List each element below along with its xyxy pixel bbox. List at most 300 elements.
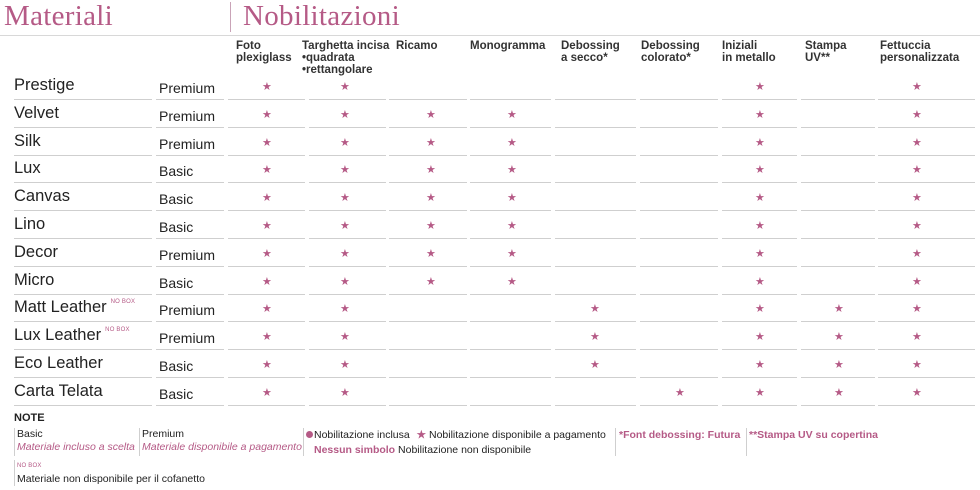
material-name [14,104,59,123]
row-underline [14,210,152,211]
row-underline [801,182,875,183]
star-icon: ★ [262,220,272,232]
row-underline [878,294,975,295]
star-icon: ★ [755,359,765,371]
legend-no-symbol: Nessun simbolo [314,444,396,456]
star-icon: ★ [262,164,272,177]
table-row [0,76,980,103]
legend-paid: Nobilitazione disponibile a pagamento [429,429,606,441]
material-label: Matt Leather [14,298,107,317]
row-underline [722,294,797,295]
row-underline [14,377,152,378]
material-label: Silk [14,131,41,150]
row-underline [309,266,386,267]
material-tier: Premium [159,107,216,124]
row-underline [722,238,797,239]
row-underline [878,210,975,211]
row-underline [156,294,224,295]
row-underline [228,182,305,183]
star-icon: ★ [340,275,350,288]
legend-included: Nobilitazione inclusa [314,429,410,441]
row-underline [878,266,975,267]
star-icon: ★ [912,220,922,232]
row-underline [228,155,305,156]
row-underline [156,99,224,100]
row-underline [470,210,551,211]
row-underline [389,349,467,350]
star-icon: ★ [912,247,922,260]
column-header-line: personalizzata [880,52,960,64]
note-divider [303,428,304,456]
row-underline [309,155,386,156]
row-underline [640,294,718,295]
column-header [561,40,620,64]
row-underline [801,349,875,350]
star-icon: ★ [755,275,765,288]
star-icon: ★ [262,359,272,371]
row-underline [555,266,636,267]
row-underline [156,321,224,322]
material-name [14,382,103,401]
row-underline [156,238,224,239]
column-header-line: Foto [236,40,261,52]
table-row [0,382,980,409]
material-label: Lino [14,215,46,233]
star-icon: ★ [262,303,272,316]
column-header [396,40,438,52]
star-icon: ★ [507,192,517,205]
row-underline [722,266,797,267]
material-name [14,76,75,95]
row-underline [389,210,467,211]
row-underline [156,377,224,378]
star-icon: ★ [262,247,272,260]
row-underline [555,182,636,183]
star-icon: ★ [340,81,350,93]
row-underline [470,127,551,128]
row-underline [156,266,224,267]
premium-label: Premium [142,428,185,440]
star-icon: ★ [340,192,350,205]
row-underline [878,377,975,378]
row-underline [389,266,467,267]
note-divider [746,428,747,456]
star-icon: ★ [340,359,350,371]
row-underline [389,127,467,128]
row-underline [470,377,551,378]
star-icon: ★ [507,164,517,177]
row-underline [555,294,636,295]
star-icon: ★ [507,247,517,260]
row-underline [470,99,551,100]
material-tier: Premium [159,135,216,152]
row-underline [309,127,386,128]
note-nobox [17,460,205,486]
row-underline [878,127,975,128]
row-underline [14,238,152,239]
star-icon: ★ [834,359,844,371]
nobox-description: Materiale non disponibile per il cofanetto [17,473,205,485]
row-underline [640,321,718,322]
row-underline [228,266,305,267]
material-label: Prestige [14,76,75,94]
column-header-line: Targhetta incisa [302,40,390,52]
row-underline [640,210,718,211]
row-underline [470,405,551,406]
star-icon: ★ [590,331,600,344]
row-underline [309,405,386,406]
row-underline [640,266,718,267]
legend-not-available: Nobilitazione non disponibile [398,444,532,456]
row-underline [801,266,875,267]
row-underline [470,294,551,295]
materials-title: Materiali [4,0,113,32]
row-underline [228,349,305,350]
material-label: Lux [14,159,41,178]
star-icon: ★ [426,247,436,260]
column-header-line: Iniziali [722,40,758,52]
column-header-line: UV** [805,52,830,64]
star-icon: ★ [590,303,600,316]
star-icon: ★ [262,136,272,149]
row-underline [470,266,551,267]
star-icon: ★ [426,220,436,232]
column-header [805,40,847,64]
star-icon: ★ [262,386,272,399]
basic-description: Materiale incluso a scelta [17,441,135,453]
row-underline [555,210,636,211]
row-underline [14,99,152,100]
column-header-line: in metallo [722,52,776,64]
row-underline [470,238,551,239]
row-underline [801,127,875,128]
column-header-line: •quadrata [302,52,355,64]
star-icon: ★ [912,108,922,121]
row-underline [801,321,875,322]
row-underline [801,210,875,211]
star-icon: ★ [912,303,922,316]
material-label: Micro [14,270,55,289]
material-tier: Premium [159,80,216,96]
row-underline [470,321,551,322]
row-underline [640,405,718,406]
row-underline [228,321,305,322]
row-underline [389,377,467,378]
star-icon: ★ [426,192,436,205]
material-label: Lux Leather [14,326,102,345]
material-tier: Premium [159,302,216,319]
table-row [0,132,980,159]
row-underline [801,238,875,239]
row-underline [878,349,975,350]
star-icon: ★ [262,275,272,288]
star-icon: ★ [262,192,272,205]
star-icon: ★ [426,275,436,288]
row-underline [722,321,797,322]
star-icon: ★ [755,220,765,232]
material-name [14,354,103,373]
row-underline [156,127,224,128]
row-underline [309,182,386,183]
material-label: Velvet [14,103,59,122]
star-icon: ★ [834,303,844,316]
star-icon: ★ [912,331,922,344]
table-row [0,187,980,214]
star-icon: ★ [507,108,517,121]
star-icon: ★ [262,108,272,121]
row-underline [801,155,875,156]
row-underline [722,377,797,378]
star-icon: ★ [755,108,765,121]
star-icon: ★ [507,275,517,288]
material-tier: Basic [159,219,194,235]
star-icon: ★ [912,164,922,177]
column-header-line: Debossing [641,40,700,52]
table-row [0,354,980,381]
row-underline [722,210,797,211]
star-icon: ★ [912,275,922,288]
row-underline [14,349,152,350]
material-name [14,159,41,178]
material-name [14,187,70,206]
included-dot-icon [306,431,313,438]
star-icon: ★ [912,386,922,399]
material-name [14,298,135,317]
row-underline [309,238,386,239]
row-underline [878,238,975,239]
row-underline [640,349,718,350]
star-icon: ★ [834,331,844,344]
star-icon: ★ [426,108,436,121]
row-underline [389,182,467,183]
row-underline [878,405,975,406]
star-icon: ★ [755,192,765,205]
column-header-line: colorato* [641,52,691,64]
table-row [0,326,980,353]
finishes-title: Nobilitazioni [243,0,400,32]
table-row [0,243,980,270]
note-basic [17,428,135,454]
row-underline [228,99,305,100]
row-underline [722,405,797,406]
row-underline [801,294,875,295]
row-underline [156,349,224,350]
column-header [302,40,389,76]
star-icon: ★ [340,303,350,316]
row-underline [309,210,386,211]
star-icon: ★ [262,81,272,93]
row-underline [156,155,224,156]
table-row [0,215,980,242]
nobox-badge: NO BOX [105,327,130,334]
star-icon: ★ [755,386,765,399]
material-tier: Premium [159,246,216,263]
star-icon: ★ [426,136,436,149]
note-premium [142,428,302,454]
star-icon: ★ [912,136,922,149]
row-underline [722,182,797,183]
row-underline [389,321,467,322]
row-underline [228,127,305,128]
row-underline [389,405,467,406]
row-underline [640,182,718,183]
column-header-line: •rettangolare [302,64,373,76]
row-underline [555,99,636,100]
row-underline [555,155,636,156]
row-underline [555,377,636,378]
row-underline [14,182,152,183]
row-underline [309,349,386,350]
uv-print-note: **Stampa UV su copertina [749,429,878,441]
star-icon: ★ [340,108,350,121]
column-header-line: Ricamo [396,40,438,52]
star-icon: ★ [590,359,600,371]
column-header-line: Fettuccia [880,40,931,52]
row-underline [14,321,152,322]
row-underline [389,238,467,239]
table-row [0,159,980,186]
font-debossing-note: *Font debossing: Futura [619,429,741,441]
row-underline [801,99,875,100]
table-row [0,271,980,298]
row-underline [14,155,152,156]
row-underline [640,155,718,156]
row-underline [228,377,305,378]
row-underline [555,405,636,406]
column-header [722,40,776,64]
material-tier: Premium [159,330,216,347]
star-icon: ★ [340,247,350,260]
star-icon: ★ [262,331,272,344]
material-tier: Basic [159,385,194,402]
column-header [236,40,292,64]
material-label: Carta Telata [14,381,103,400]
nobox-badge: NO BOX [110,299,136,306]
row-underline [640,127,718,128]
row-underline [156,405,224,406]
row-underline [555,127,636,128]
material-name [14,215,45,234]
column-header-line: Monogramma [470,40,546,52]
star-icon: ★ [912,81,922,93]
row-underline [14,266,152,267]
row-underline [228,210,305,211]
star-icon: ★ [340,331,350,344]
star-icon: ★ [912,192,922,205]
star-icon: ★ [416,429,427,441]
column-header [470,40,545,52]
row-underline [470,349,551,350]
row-underline [14,294,152,295]
nobox-label: NO BOX [17,463,42,469]
row-underline [228,238,305,239]
row-underline [878,182,975,183]
row-underline [309,294,386,295]
star-icon: ★ [340,386,350,399]
column-header [641,40,700,64]
basic-label: Basic [17,428,43,440]
row-underline [14,405,152,406]
row-underline [156,210,224,211]
row-underline [555,349,636,350]
row-underline [389,294,467,295]
table-row [0,298,980,325]
row-underline [309,321,386,322]
material-label: Decor [14,242,59,261]
row-underline [555,321,636,322]
star-icon: ★ [507,136,517,149]
notes-title: NOTE [14,412,45,424]
star-icon: ★ [426,164,436,177]
row-underline [801,377,875,378]
star-icon: ★ [755,247,765,260]
row-underline [470,182,551,183]
star-icon: ★ [755,303,765,316]
row-underline [470,155,551,156]
column-header-line: a secco* [561,52,608,64]
row-underline [156,182,224,183]
star-icon: ★ [675,386,685,399]
material-name [14,132,41,151]
row-underline [878,321,975,322]
note-divider [14,428,15,456]
column-header [880,40,959,64]
note-divider [615,428,616,456]
material-tier: Basic [159,163,194,180]
star-icon: ★ [834,386,844,399]
star-icon: ★ [755,81,765,93]
note-divider [139,428,140,456]
star-icon: ★ [755,331,765,344]
header-rule [0,35,980,36]
row-underline [640,238,718,239]
material-name [14,243,58,262]
row-underline [228,405,305,406]
material-name [14,326,130,345]
star-icon: ★ [507,220,517,232]
table-row [0,104,980,131]
row-underline [14,127,152,128]
premium-description: Materiale disponibile a pagamento [142,441,302,453]
star-icon: ★ [340,164,350,177]
material-label: Eco Leather [14,354,103,372]
row-underline [722,99,797,100]
column-header-line: plexiglass [236,52,292,64]
row-underline [878,99,975,100]
row-underline [722,349,797,350]
note-legend [306,429,606,457]
star-icon: ★ [912,359,922,371]
row-underline [389,99,467,100]
star-icon: ★ [340,220,350,232]
star-icon: ★ [755,136,765,149]
row-underline [309,377,386,378]
material-tier: Basic [159,274,194,291]
material-label: Canvas [14,187,70,206]
header-separator [230,2,231,32]
row-underline [309,99,386,100]
row-underline [555,238,636,239]
row-underline [722,155,797,156]
material-name [14,271,54,290]
row-underline [801,405,875,406]
row-underline [878,155,975,156]
material-tier: Basic [159,191,194,208]
row-underline [640,99,718,100]
star-icon: ★ [340,136,350,149]
column-header-line: Stampa [805,40,847,52]
material-tier: Basic [159,358,194,374]
